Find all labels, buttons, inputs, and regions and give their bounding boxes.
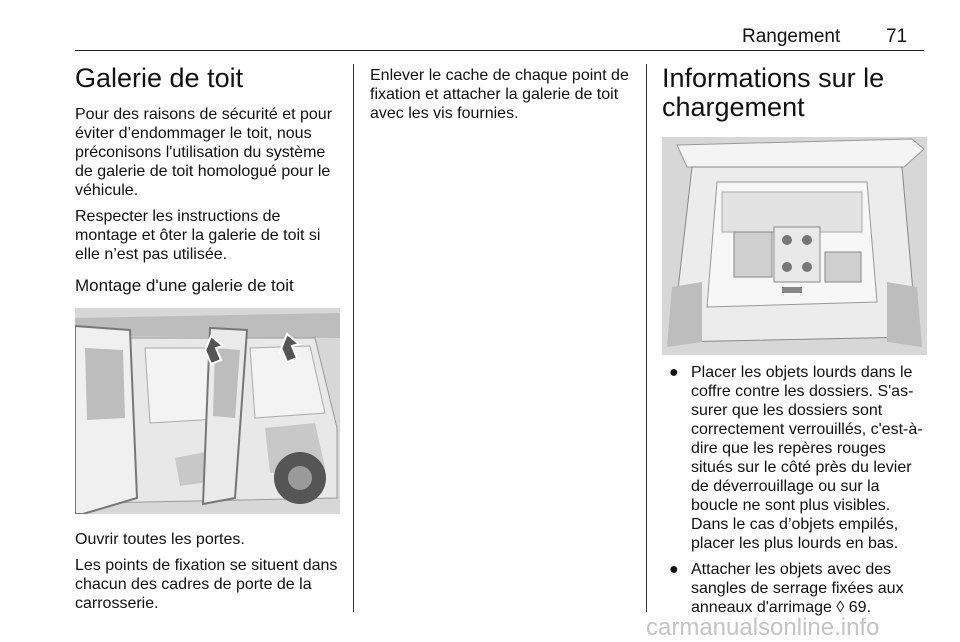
- bullet-icon: ●: [669, 364, 679, 381]
- column-2: [370, 66, 638, 130]
- column-divider-1: [353, 64, 354, 612]
- column-divider-2: [646, 64, 647, 612]
- paragraph: Pour des raisons de sécurité et pour éviter d’endommager le toit, nous préconisons l'utilisation du système de galerie de toit homologué pour le véhicule.: [75, 106, 333, 199]
- cargo-area-illustration: [662, 137, 927, 355]
- list-item-text: Attacher les objets avec des sangles de serrage fixées aux anneaux d'arrimage: [691, 561, 904, 616]
- subsection-title: Montage d'une galerie de toit: [75, 276, 294, 295]
- watermark: carmanualsonline.info: [646, 614, 880, 641]
- list-item-text: Placer les objets lourds dans le coffre contre les dossiers. S'as-surer que les dossiers sont correctement verrouillés, c'est-à-dire que les repères rouges situés sur le côté près du levier de déverrouillage ou sur la boucle ne sont plus visibles. Dans le cas d’objets empilés, placer les plus lourds en bas.: [691, 364, 923, 552]
- list-item: [662, 363, 930, 553]
- column-1-bottom: [75, 530, 343, 620]
- bullet-icon: ●: [669, 561, 679, 578]
- section-title-roof-rack: Galerie de toit: [75, 63, 244, 93]
- loading-instructions-list: [662, 363, 930, 624]
- list-item: [662, 560, 930, 617]
- paragraph: Les points de fixation se situent dans chacun des cadres de porte de la carrosserie.: [75, 557, 338, 612]
- cross-reference-page[interactable]: 69.: [848, 599, 871, 616]
- paragraph: Enlever le cache de chaque point de fixation et attacher la galerie de toit avec les vis fournies.: [370, 67, 629, 122]
- section-title-loading: Informations sur le chargement: [662, 63, 885, 122]
- section-name: Rangement: [742, 26, 841, 47]
- column-1: [75, 64, 343, 295]
- header-rule: [75, 50, 924, 51]
- page-number: 71: [886, 26, 908, 47]
- door-open-illustration: [75, 308, 340, 514]
- cross-reference-icon: ◊: [836, 599, 845, 616]
- paragraph: Ouvrir toutes les portes.: [75, 531, 245, 548]
- column-3: [662, 64, 930, 134]
- paragraph: Respecter les instructions de montage et ôter la galerie de toit si elle n’est pas utilisée.: [75, 208, 321, 263]
